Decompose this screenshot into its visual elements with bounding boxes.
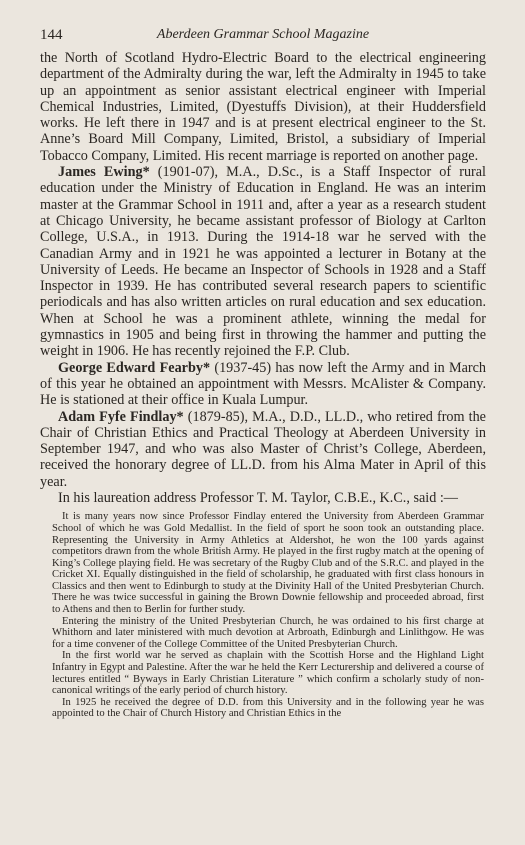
paragraph-continuation (40, 50, 486, 164)
entry-name: James Ewing* (58, 164, 150, 181)
paragraph-text: In his laureation address Professor T. M. Taylor, C.B.E., K.C., said :— (58, 490, 458, 507)
quote-paragraph (52, 697, 484, 720)
article-body (40, 50, 486, 720)
laureation-intro (40, 490, 486, 506)
page-number: 144 (40, 27, 63, 43)
entry-adam-fyfe-findlay (40, 409, 486, 490)
quote-text: Entering the ministry of the United Presbyterian Church, he was ordained to his first charge at Whithorn and later ministered with much devotion at Arbroath, Edinburgh and Linlithgow. He was for a time convener of the College Committee of the United Presbyterian Church. (52, 615, 484, 650)
quote-text: It is many years now since Professor Findlay entered the University from Aberdeen Grammar School of which he was Gold Medallist. In the field of sport he soon took an outstanding place. Representing the University in Army Athletics at Aldershot, he won the 100 yards against competitors drawn from the whole British Army. He played in the first rugby match at the opening of King’s College playing field. He was secretary of the Rugby Club and of the S.R.C. and played in the Cricket XI. Equally distinguished in the field of scholarship, he graduated with first class honours in Classics and then went to Edinburgh to study at the Divinity Hall of the United Presbyterian Church. There he was twice successful in gaining the Brown Downie fellowship and proceeded abroad, first to Athens and then to Berlin for further study. (52, 511, 484, 616)
entry-text: (1879-85), M.A., D.D., LL.D., who retired from the Chair of Christian Ethics and Practical Theology at Aberdeen University in September 1947, and who was also Master of Christ’s College, Aberdeen, received the honorary degree of LL.D. from his Alma Mater in April of this year. (40, 408, 486, 490)
entry-james-ewing (40, 164, 486, 360)
entry-text: (1901-07), M.A., D.Sc., is a Staff Inspector of rural education under the Ministry of Education in England. He was an interim master at the Grammar School in 1911 and, after a year as a research student at Chicago University, he became assistant professor of Biology at Carlton College, U.S.A., in 1913. During the 1914-18 war he served with the Canadian Army and in 1921 he was appointed a lecturer in Botany at the University of Leeds. He became an Inspector of Schools in 1928 and a Staff Inspector in 1939. He has contributed several research papers to scientific periodicals and has also written articles on rural education and sex education. When at School he was a prominent athlete, winning the medal for gymnastics in 1905 and being first in throwing the hammer and putting the weight in 1906. He has recently rejoined the F.P. Club. (40, 164, 486, 360)
paragraph-text: the North of Scotland Hydro-Electric Board to the electrical engineering department of the Admiralty during the war, left the Admiralty in 1945 to take up an appointment as senior assistant electrical engineer with Imperial Chemical Industries, Limited, (Dyestuffs Division), at their Huddersfield works. He left there in 1947 and is at present electrical engineer to the St. Anne’s Board Mill Company, Limited, Bristol, a subsidiary of Imperial Tobacco Company, Limited. His recent marriage is reported on another page. (40, 50, 486, 164)
quote-paragraph (52, 616, 484, 651)
quote-text: In 1925 he received the degree of D.D. from this University and in the following year he was appointed to the Chair of Church History and Christian Ethics in the (52, 696, 484, 720)
entry-name: George Edward Fearby* (58, 359, 211, 376)
entry-name: Adam Fyfe Findlay* (58, 408, 184, 425)
entry-text: (1937-45) has now left the Army and in March of this year he obtained an appointment with Messrs. McAlister & Company. He is stationed at their office in Kuala Lumpur. (40, 359, 486, 409)
page-header (40, 27, 486, 47)
entry-george-edward-fearby (40, 360, 486, 409)
running-title: Aberdeen Grammar School Magazine (156, 27, 370, 42)
quote-text: In the first world war he served as chaplain with the Scottish Horse and the Highland Light Infantry in Egypt and Palestine. After the war he held the Kerr Lecturership and delivered a course of lectures entitled “ Byways in Early Christian Literature ” which confirm a scholarly study of non-canonical writings of the early period of church history. (52, 650, 484, 697)
quote-paragraph (52, 511, 484, 615)
quote-paragraph (52, 650, 484, 696)
